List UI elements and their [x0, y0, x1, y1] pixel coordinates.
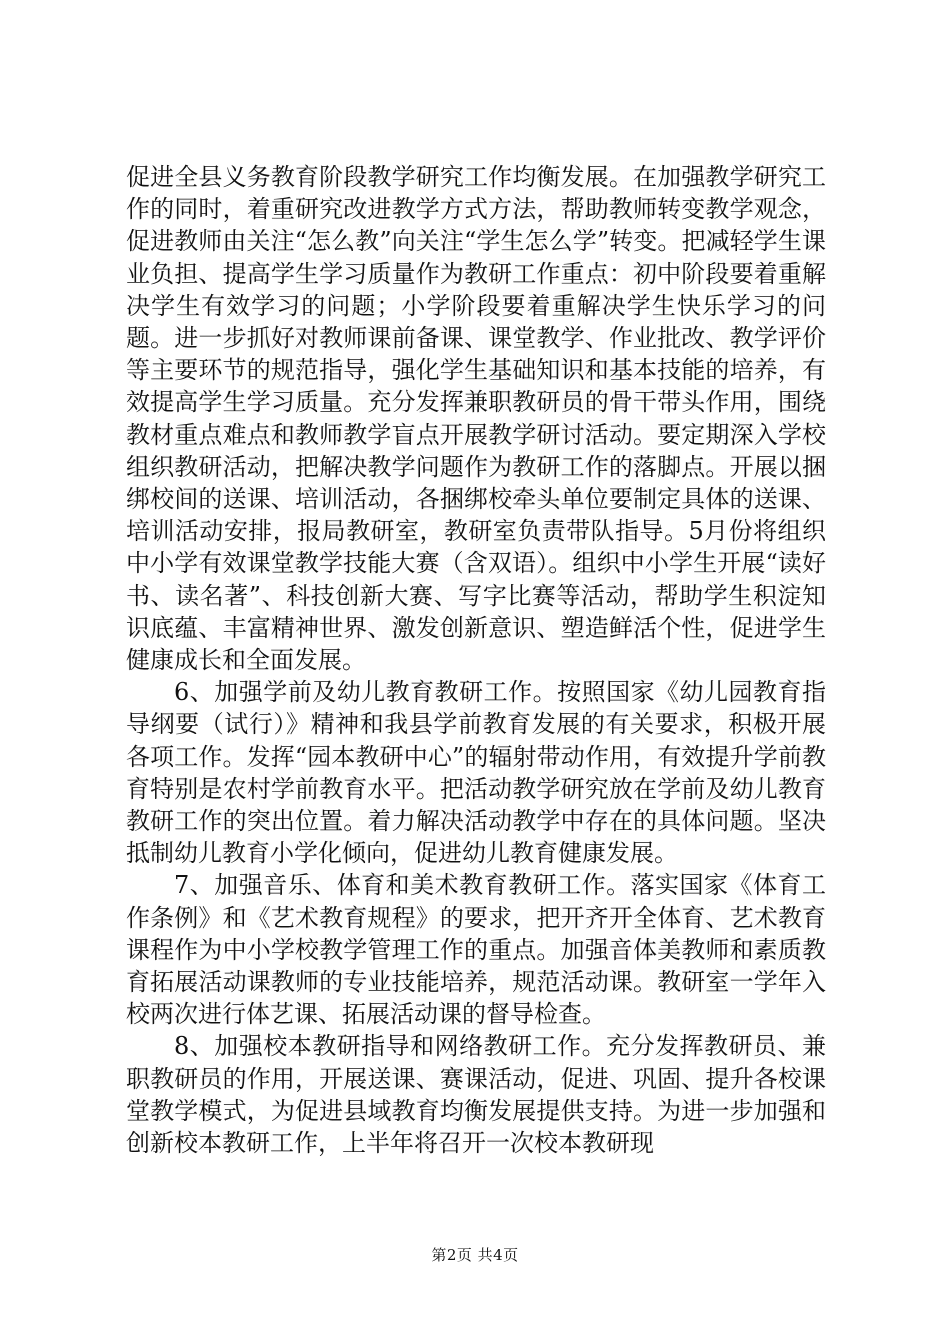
paragraph-6: 6、加强学前及幼儿教育教研工作。按照国家《幼儿园教育指导纲要（试行）》精神和我县学前教育发展的有关要求，积极开展各项工作。发挥“园本教研中心”的辐射带动作用，有效提升学前教育特别是农村学前教育水平。把活动教学研究放在学前及幼儿教育教研工作的突出位置。着力解决活动教学中存在的具体问题。坚决抵制幼儿教育小学化倾向，促进幼儿教育健康发展。 [126, 678, 826, 868]
paragraph-1: 促进全县义务教育阶段教学研究工作均衡发展。在加强教学研究工作的同时，着重研究改进教学方式方法，帮助教师转变教学观念，促进教师由关注“怎么教”向关注“学生怎么学”转变。把减轻学生课业负担、提高学生学习质量作为教研工作重点：初中阶段要着重解决学生有效学习的问题；小学阶段要着重解决学生快乐学习的问题。进一步抓好对教师课前备课、课堂教学、作业批改、教学评价等主要环节的规范指导，强化学生基础知识和基本技能的培养，有效提高学生学习质量。充分发挥兼职教研员的骨干带头作用，围绕教材重点难点和教师教学盲点开展教学研讨活动。要定期深入学校组织教研活动，把解决教学问题作为教研工作的落脚点。开展以捆绑校间的送课、培训活动，各捆绑校牵头单位要制定具体的送课、培训活动安排，报局教研室，教研室负责带队指导。5月份将组织中小学有效课堂教学技能大赛（含双语）。组织中小学生开展“读好书、读名著”、科技创新大赛、写字比赛等活动，帮助学生积淀知识底蕴、丰富精神世界、激发创新意识、塑造鲜活个性，促进学生健康成长和全面发展。 [126, 163, 826, 675]
paragraph-8: 8、加强校本教研指导和网络教研工作。充分发挥教研员、兼职教研员的作用，开展送课、赛课活动，促进、巩固、提升各校课堂教学模式，为促进县域教育均衡发展提供支持。为进一步加强和创新校本教研工作，上半年将召开一次校本教研现 [126, 1032, 826, 1158]
document-body [126, 161, 826, 1159]
paragraph-7: 7、加强音乐、体育和美术教育教研工作。落实国家《体育工作条例》和《艺术教育规程》的要求，把开齐开全体育、艺术教育课程作为中小学校教学管理工作的重点。加强音体美教师和素质教育拓展活动课教师的专业技能培养，规范活动课。教研室一学年入校两次进行体艺课、拓展活动课的督导检查。 [126, 871, 826, 1029]
page-footer: 第2页 共4页 [431, 1246, 519, 1264]
